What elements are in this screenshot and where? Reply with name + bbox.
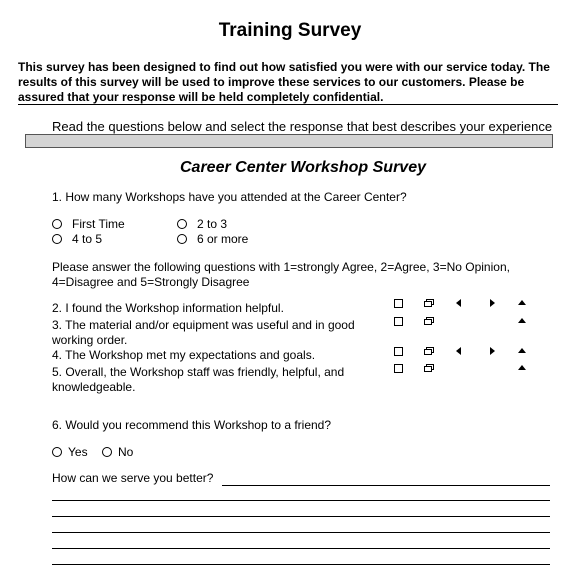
option-yes[interactable]: Yes [52,445,88,459]
rating-2-icon[interactable] [424,299,434,306]
statement-5: 5. Overall, the Workshop staff was friendly, helpful, and knowledgeable. [52,365,345,394]
question-1: 1. How many Workshops have you attended at the Career Center? [52,190,407,204]
option-4-to-5[interactable]: 4 to 5 [52,232,102,246]
rating-3-icon[interactable] [456,347,461,355]
rating-4-icon[interactable] [490,347,495,355]
rating-1-icon[interactable] [394,364,403,373]
statement-3: 3. The material and/or equipment was useful and in good working order. [52,318,355,347]
question-6: 6. Would you recommend this Workshop to a friend? [52,418,332,432]
answer-line[interactable] [52,532,550,533]
rating-5-icon[interactable] [518,318,526,323]
rating-2-icon[interactable] [424,364,434,371]
rating-5-icon[interactable] [518,348,526,353]
intro-paragraph: This survey has been designed to find out how satisfied you were with our service today. The results of this survey will be used to improve these services to our customers. Please be assured that your response will be held completely confidential. [18,60,550,104]
radio-icon[interactable] [177,234,187,244]
statement-2: 2. I found the Workshop information helpful. [52,301,284,315]
answer-line[interactable] [52,516,550,517]
option-first-time[interactable]: First Time [52,217,125,231]
instructions: Read the questions below and select the response that best describes your experience [52,119,553,134]
rating-4-icon[interactable] [490,299,495,307]
rating-5-icon[interactable] [518,300,526,305]
rating-5-icon[interactable] [518,365,526,370]
option-no[interactable]: No [102,445,133,459]
rating-3-icon[interactable] [456,299,461,307]
option-2-to-3[interactable]: 2 to 3 [177,217,227,231]
radio-icon[interactable] [52,234,62,244]
divider [18,104,558,105]
feedback-prompt: How can we serve you better? [52,471,214,485]
answer-line[interactable] [222,485,550,486]
scale-note: Please answer the following questions with 1=strongly Agree, 2=Agree, 3=No Opinion, 4=Disagree and 5=Strongly Disagree [52,260,510,289]
rating-1-icon[interactable] [394,299,403,308]
statement-4: 4. The Workshop met my expectations and goals. [52,348,316,362]
rating-1-icon[interactable] [394,347,403,356]
option-6-or-more[interactable]: 6 or more [177,232,248,246]
rating-1-icon[interactable] [394,317,403,326]
radio-icon[interactable] [52,219,62,229]
answer-line[interactable] [52,564,550,565]
gray-bar [25,134,553,148]
rating-2-icon[interactable] [424,317,434,324]
answer-line[interactable] [52,500,550,501]
survey-subtitle: Career Center Workshop Survey [179,159,426,176]
page-title: Training Survey [218,20,362,41]
rating-2-icon[interactable] [424,347,434,354]
radio-icon[interactable] [52,447,62,457]
answer-line[interactable] [52,548,550,549]
radio-icon[interactable] [177,219,187,229]
radio-icon[interactable] [102,447,112,457]
